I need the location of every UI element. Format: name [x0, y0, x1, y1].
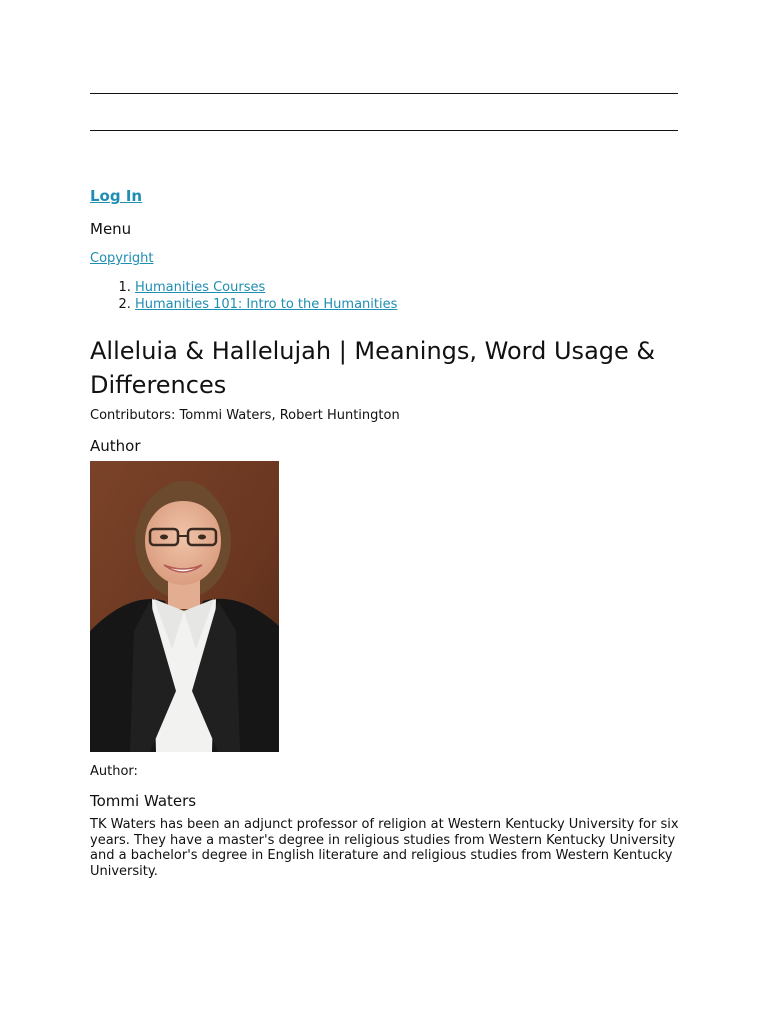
- header-divider: [90, 130, 678, 131]
- breadcrumb-item: [135, 296, 397, 313]
- top-divider: [90, 93, 678, 94]
- page-title: Alleluia & Hallelujah | Meanings, Word Usage & Differences: [90, 337, 656, 399]
- breadcrumb-link-humanities-101[interactable]: Humanities 101: Intro to the Humanities: [135, 297, 398, 312]
- login-link[interactable]: Log In: [90, 187, 143, 205]
- copyright-link[interactable]: Copyright: [90, 251, 154, 266]
- author-bio: TK Waters has been an adjunct professor of religion at Western Kentucky University for six years. They have a master's degree in religious studies from Western Kentucky University and a bachelor's degree in English literature and religious studies from Western Kentucky University.: [90, 817, 679, 879]
- author-label: Author:: [90, 764, 138, 779]
- contributors-line: Contributors: Tommi Waters, Robert Huntington: [90, 408, 400, 423]
- breadcrumb-item: [135, 279, 397, 296]
- author-name: Tommi Waters: [90, 792, 197, 810]
- author-photo: [90, 461, 279, 752]
- author-heading: Author: [90, 437, 141, 455]
- breadcrumb-link-humanities-courses[interactable]: Humanities Courses: [135, 280, 266, 295]
- menu-button[interactable]: Menu: [90, 220, 132, 238]
- author-portrait-image: [90, 461, 279, 752]
- breadcrumb: [90, 279, 397, 313]
